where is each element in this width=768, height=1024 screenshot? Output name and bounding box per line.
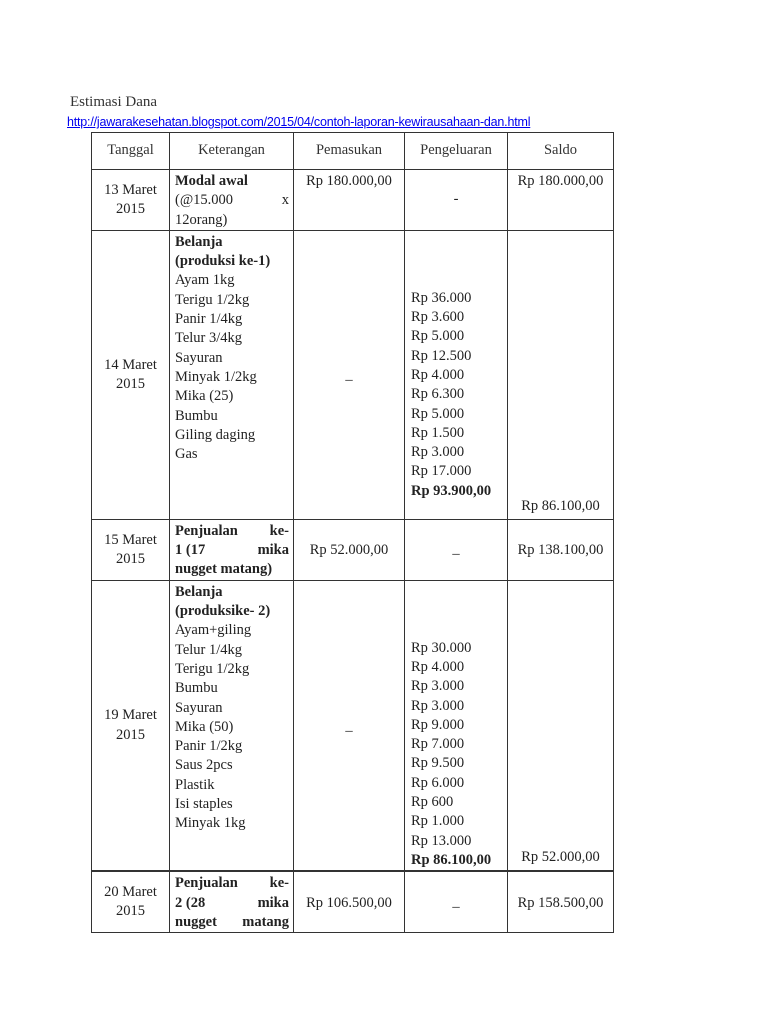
cost-item: Rp 7.000	[411, 736, 465, 753]
date-cell: 15 Maret 2015	[92, 519, 170, 580]
income-cell: Rp 106.500,00	[294, 871, 405, 932]
cost-item: Rp 5.000	[411, 405, 465, 422]
cost-item: Rp 3.000	[411, 678, 465, 695]
description-cell: Penjualan ke- 2 (28 mika nugget matang	[170, 871, 294, 932]
cost-item: Rp 4.000	[411, 658, 465, 675]
expense-cell: -	[405, 170, 508, 231]
cost-item: Rp 6.300	[411, 386, 465, 403]
expense-list-cell	[405, 580, 508, 871]
list-item: Mika (50)	[175, 718, 234, 735]
date-cell: 14 Maret 2015	[92, 230, 170, 519]
description-cell: Modal awal (@15.000 x 12orang)	[170, 170, 294, 231]
list-item: Panir 1/4kg	[175, 311, 243, 328]
table-row	[92, 871, 614, 932]
balance-cell: Rp 180.000,00	[508, 170, 614, 231]
list-item: Bumbu	[175, 407, 218, 424]
cost-item: Rp 12.500	[411, 347, 472, 364]
cost-item: Rp 3.000	[411, 444, 465, 461]
header-pemasukan: Pemasukan	[294, 133, 405, 170]
document-title: Estimasi Dana	[70, 94, 158, 110]
cost-item: Rp 17.000	[411, 463, 472, 480]
cost-item: Rp 9.500	[411, 755, 465, 772]
expense-cell: _	[405, 871, 508, 932]
cost-item: Rp 4.000	[411, 366, 465, 383]
list-item: Terigu 1/2kg	[175, 291, 250, 308]
cost-item: Rp 6.000	[411, 774, 465, 791]
income-cell: Rp 180.000,00	[294, 170, 405, 231]
table-row	[92, 519, 614, 580]
cost-item: Rp 13.000	[411, 832, 472, 849]
list-item: Telur 3/4kg	[175, 330, 243, 347]
table-row	[92, 580, 614, 871]
table-row	[92, 170, 614, 231]
list-item: Panir 1/2kg	[175, 738, 243, 755]
header-keterangan: Keterangan	[170, 133, 294, 170]
list-item: Mika (25)	[175, 388, 234, 405]
balance-cell: Rp 52.000,00	[508, 580, 614, 871]
cost-item: Rp 600	[411, 794, 454, 811]
description-cell: Belanja (produksike- 2) Ayam+giling Telur 1/4kg Terigu 1/2kg Bumbu Sayuran Mika (50) Panir 1/2kg Saus 2pcs Plastik Isi staples Minyak 1kg	[170, 580, 294, 871]
list-item: Ayam+giling	[175, 622, 252, 639]
cost-item: Rp 1.500	[411, 424, 465, 441]
expense-cell: _	[405, 519, 508, 580]
list-item: Terigu 1/2kg	[175, 660, 250, 677]
list-item: Sayuran	[175, 349, 223, 366]
description-cell: Belanja (produksi ke-1) Ayam 1kg Terigu 1/2kg Panir 1/4kg Telur 3/4kg Sayuran Minyak 1/2kg Mika (25) Bumbu Giling daging Gas	[170, 230, 294, 519]
list-item: Minyak 1kg	[175, 815, 246, 832]
table-header-row	[92, 133, 614, 170]
cost-item: Rp 3.000	[411, 697, 465, 714]
source-link[interactable]: http://jawarakesehatan.blogspot.com/2015/04/contoh-laporan-kewirausahaan-dan.html	[67, 115, 531, 129]
date-cell: 20 Maret 2015	[92, 871, 170, 932]
expense-total: Rp 93.900,00	[411, 482, 492, 499]
cost-item: Rp 5.000	[411, 328, 465, 345]
list-item: Sayuran	[175, 699, 223, 716]
header-saldo: Saldo	[508, 133, 614, 170]
list-item: Bumbu	[175, 680, 218, 697]
cost-item: Rp 36.000	[411, 289, 472, 306]
list-item: Ayam 1kg	[175, 272, 235, 289]
list-item: Isi staples	[175, 796, 233, 813]
fund-estimate-table	[91, 132, 614, 933]
header-tanggal: Tanggal	[92, 133, 170, 170]
header-pengeluaran: Pengeluaran	[405, 133, 508, 170]
expense-list-cell	[405, 230, 508, 519]
list-item: Gas	[175, 446, 198, 463]
list-item: Saus 2pcs	[175, 757, 233, 774]
income-cell: Rp 52.000,00	[294, 519, 405, 580]
balance-cell: Rp 158.500,00	[508, 871, 614, 932]
date-cell: 19 Maret 2015	[92, 580, 170, 871]
expense-total: Rp 86.100,00	[411, 851, 492, 868]
list-item: Plastik	[175, 776, 215, 793]
cost-item: Rp 30.000	[411, 639, 472, 656]
list-item: Giling daging	[175, 426, 256, 443]
income-cell: _	[294, 580, 405, 871]
description-cell: Penjualan ke- 1 (17 mika nugget matang)	[170, 519, 294, 580]
income-cell: _	[294, 230, 405, 519]
list-item: Telur 1/4kg	[175, 641, 243, 658]
cost-item: Rp 9.000	[411, 716, 465, 733]
balance-cell: Rp 138.100,00	[508, 519, 614, 580]
date-cell: 13 Maret 2015	[92, 170, 170, 231]
list-item: Minyak 1/2kg	[175, 368, 257, 385]
balance-cell: Rp 86.100,00	[508, 230, 614, 519]
table-row	[92, 230, 614, 519]
cost-item: Rp 3.600	[411, 309, 465, 326]
cost-item: Rp 1.000	[411, 813, 465, 830]
